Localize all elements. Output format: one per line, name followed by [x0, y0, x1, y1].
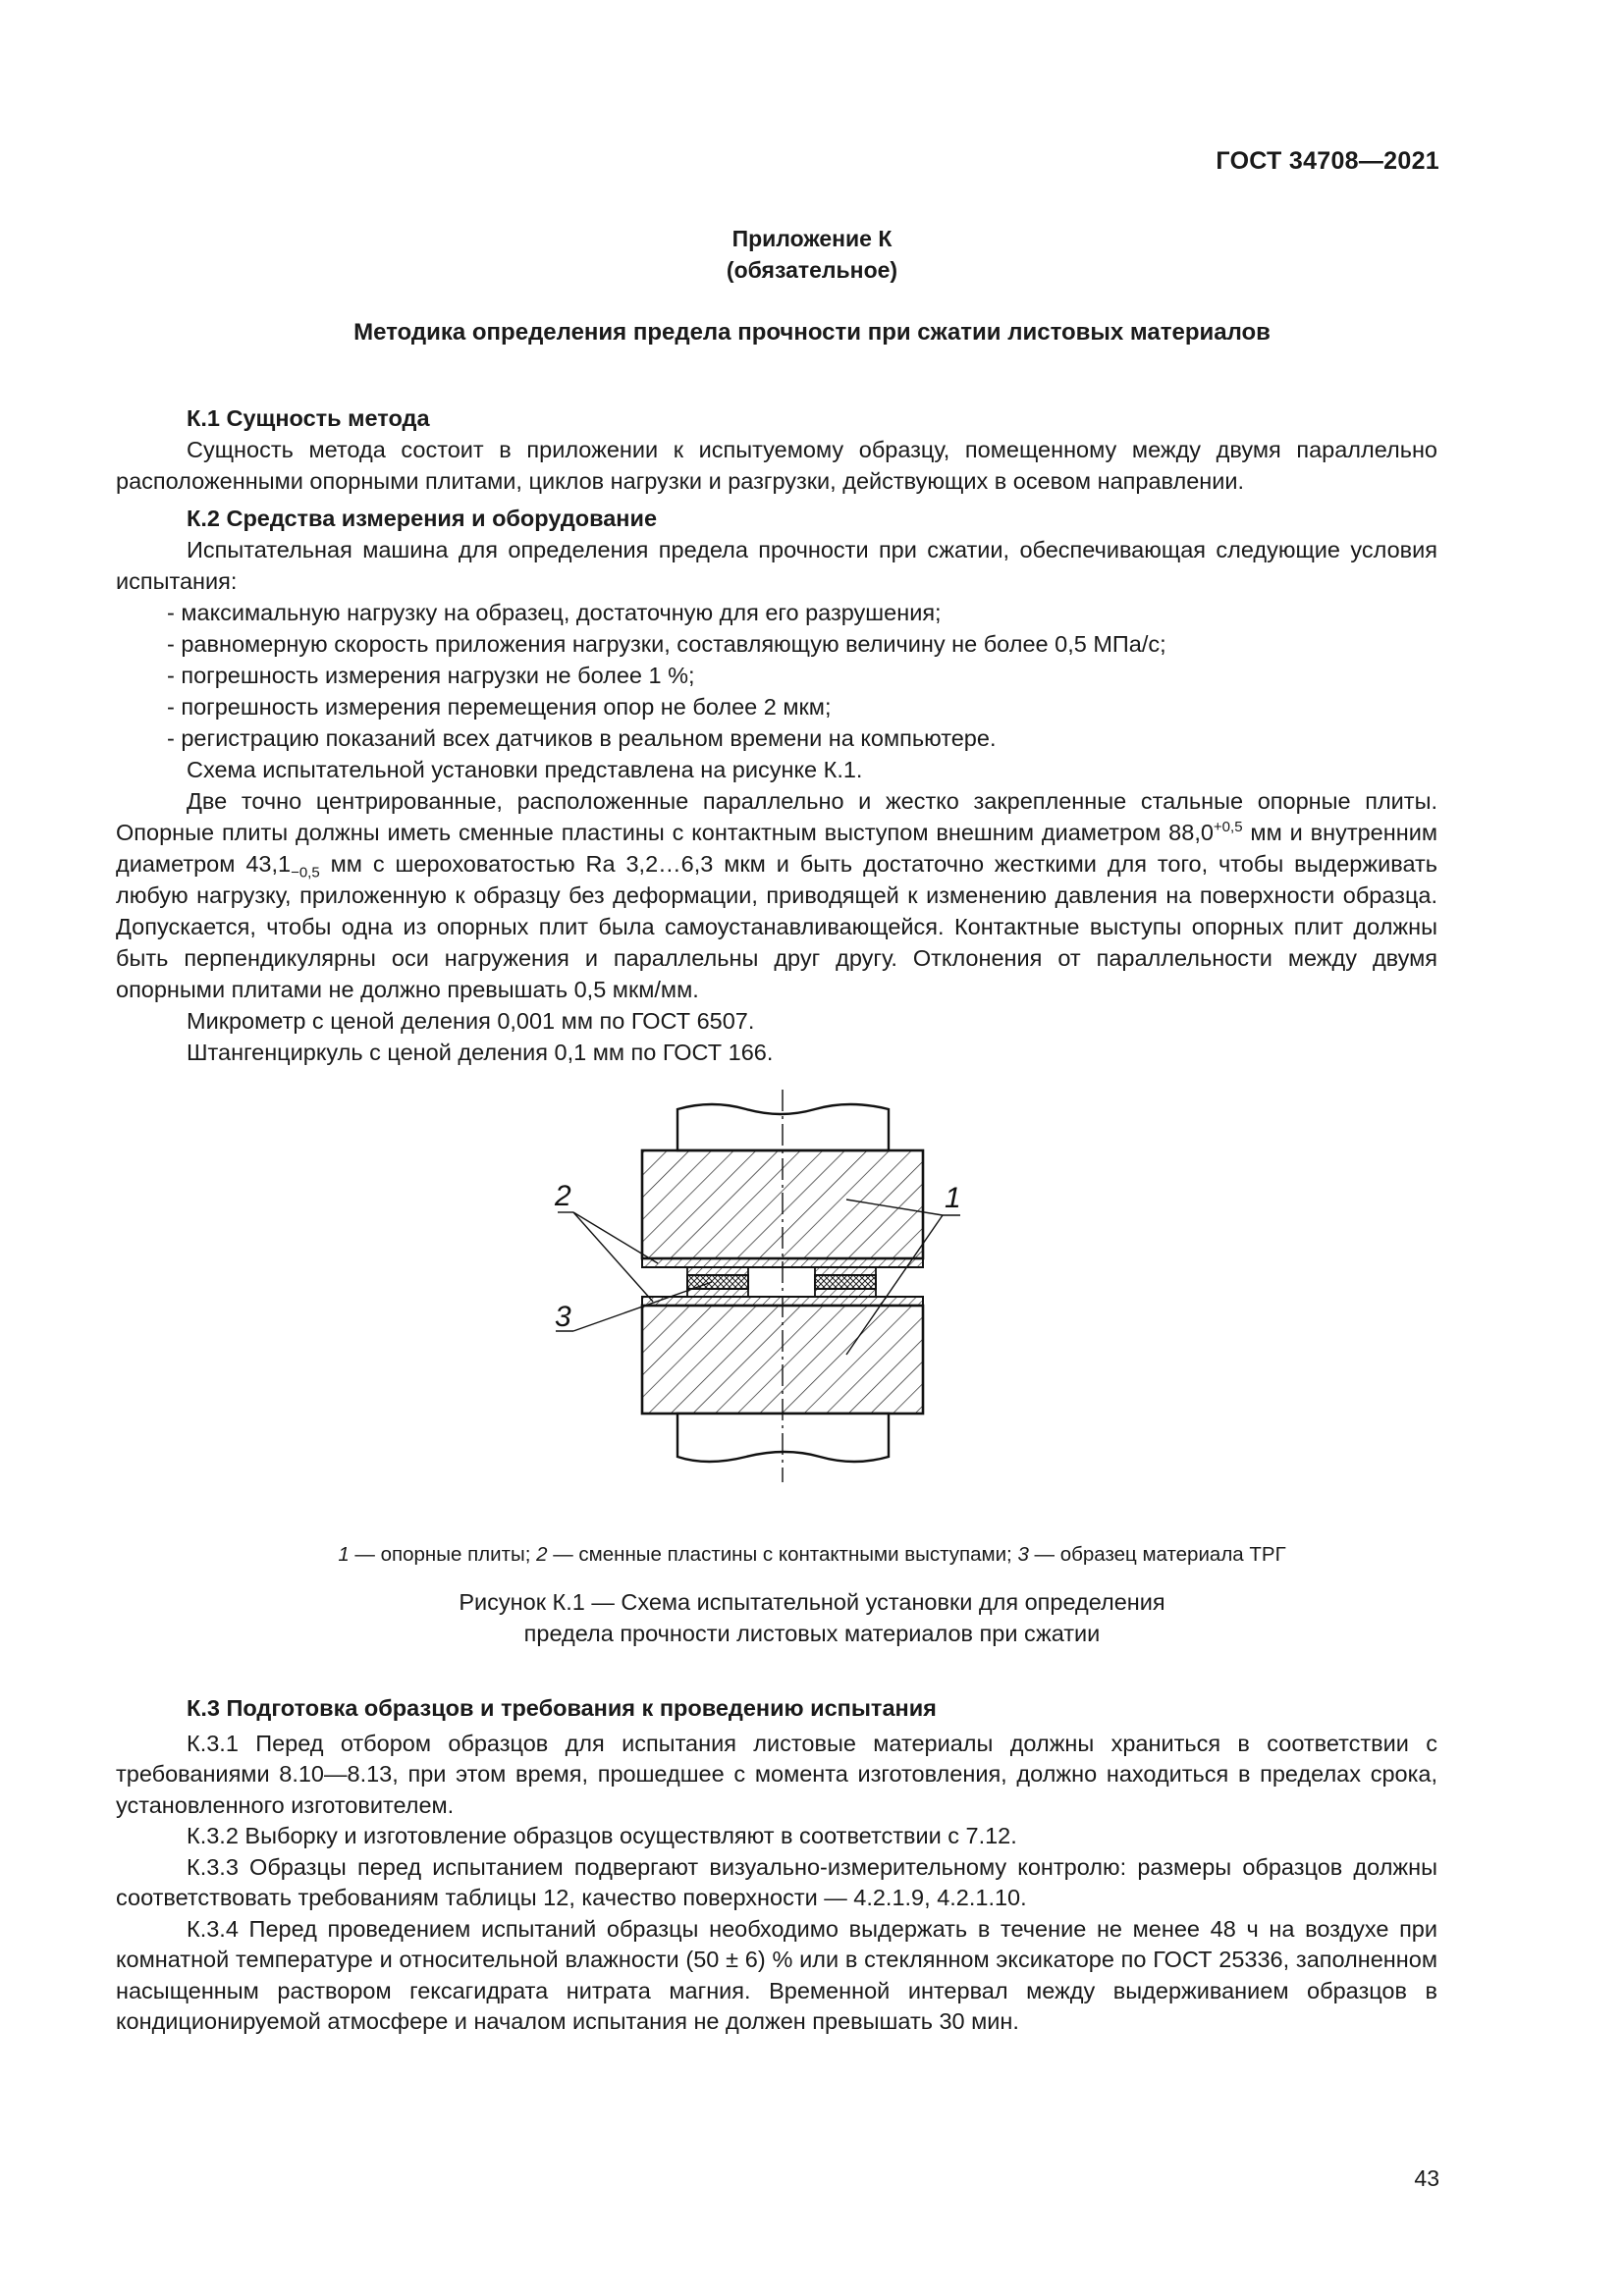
plates-text-2: мм и внутренним диаметром 43,1	[116, 820, 1437, 877]
legend-text-1: — опорные плиты;	[349, 1543, 537, 1566]
standard-number: ГОСТ 34708—2021	[1216, 147, 1439, 175]
heading-k1: К.1 Сущность метода	[187, 405, 430, 431]
legend-num-2: 2	[536, 1543, 548, 1566]
annex-title: Приложение К	[731, 226, 893, 251]
scheme-reference: Схема испытательной установки представлена на рисунке К.1.	[187, 757, 863, 782]
requirement-item: - погрешность измерения перемещения опор не более 2 мкм;	[167, 694, 832, 720]
lower-contact-right	[815, 1289, 876, 1297]
plates-text-1: Две точно центрированные, расположенные параллельно и жестко закрепленные стальные опорные плиты. Опорные плиты должны иметь сменные пластины с контактным выступом внешним диаметром 88,0	[116, 788, 1437, 845]
lower-contact-left	[687, 1289, 748, 1297]
heading-k3: К.3 Подготовка образцов и требования к проведению испытания	[187, 1695, 937, 1721]
k2-intro: Испытательная машина для определения предела прочности при сжатии, обеспечивающая следующие условия испытания:	[116, 537, 1437, 594]
plates-paragraph	[116, 785, 1437, 1005]
figure-caption	[0, 1586, 1624, 1649]
k3-3: К.3.3 Образцы перед испытанием подвергают визуально-измерительному контролю: размеры образцов должны соответствовать требованиям таблицы 12, качество поверхности — 4.2.1.9, 4.2.1.10.	[116, 1853, 1437, 1910]
k3-2: К.3.2 Выборку и изготовление образцов осуществляют в соответствии с 7.12.	[187, 1823, 1017, 1848]
caption-line-2: предела прочности листовых материалов при сжатии	[523, 1621, 1101, 1646]
caption-line-1: Рисунок К.1 — Схема испытательной установки для определения	[459, 1589, 1165, 1615]
upper-contact-right	[815, 1267, 876, 1275]
requirement-item: - регистрацию показаний всех датчиков в реальном времени на компьютере.	[167, 725, 997, 751]
tolerance-superscript: +0,5	[1213, 819, 1243, 836]
legend-num-3: 3	[1017, 1543, 1029, 1566]
label-2: 2	[555, 1180, 571, 1212]
k1-text: Сущность метода состоит в приложении к испытуемому образцу, помещенному между двумя параллельно расположенными опорными плитами, циклов нагрузки и разгрузки, действующих в осевом направлении.	[116, 437, 1437, 494]
k3-1: К.3.1 Перед отбором образцов для испытания листовые материалы должны храниться в соответствии с требованиями 8.10—8.13, при этом время, прошедшее с момента изготовления, должно находиться в пределах срока, установленного изготовителем.	[116, 1730, 1437, 1818]
figure-legend	[0, 1543, 1624, 1567]
document-title: Методика определения предела прочности при сжатии листовых материалов	[353, 319, 1271, 346]
caliper-line: Штангенциркуль с ценой деления 0,1 мм по ГОСТ 166.	[187, 1040, 774, 1065]
section-body-lower	[116, 1687, 1437, 2038]
plates-text-3: мм с шероховатостью Ra 3,2…6,3 мкм и быть достаточно жесткими для того, чтобы выдерживать любую нагрузку, приложенную к образцу без деформации, приводящей к изменению давления на поверхности образца. Допускается, чтобы одна из опорных плит была самоустанавливающейся. Контактные выступы опорных плит должны быть перпендикулярны оси нагружения и параллельны друг другу. Отклонения от параллельности между двумя опорными плитами не должно превышать 0,5 мкм/мм.	[116, 851, 1437, 1002]
requirement-item: - максимальную нагрузку на образец, достаточную для его разрушения;	[167, 600, 942, 625]
label-3: 3	[555, 1301, 571, 1333]
micrometer-line: Микрометр с ценой деления 0,001 мм по ГОСТ 6507.	[187, 1008, 755, 1034]
legend-num-1: 1	[338, 1543, 350, 1566]
requirement-item: - погрешность измерения нагрузки не более 1 %;	[167, 663, 695, 688]
heading-k2: К.2 Средства измерения и оборудование	[187, 506, 658, 531]
k3-4: К.3.4 Перед проведением испытаний образцы необходимо выдержать в течение не менее 48 ч на воздухе при комнатной температуре и относительной влажности (50 ± 6) % или в стеклянном эксикаторе по ГОСТ 25336, заполненном насыщенным раствором гексагидрата нитрата магния. Временной интервал между выдерживанием образцов в кондиционируемой атмосфере и началом испытания не должен превышать 30 мин.	[116, 1915, 1437, 2034]
label-1: 1	[945, 1182, 961, 1214]
tolerance-subscript: −0,5	[291, 864, 320, 881]
specimen-right	[815, 1275, 876, 1289]
test-rig-diagram	[550, 1090, 1001, 1522]
section-body-upper	[116, 397, 1437, 1068]
legend-text-2: — сменные пластины с контактными выступами;	[547, 1543, 1018, 1566]
upper-contact-left	[687, 1267, 748, 1275]
legend-text-3: — образец материала ТРГ	[1028, 1543, 1286, 1566]
page-number: 43	[1414, 2165, 1439, 2191]
annex-status: (обязательное)	[726, 257, 898, 283]
requirement-item: - равномерную скорость приложения нагрузки, составляющую величину не более 0,5 МПа/с;	[167, 631, 1166, 657]
